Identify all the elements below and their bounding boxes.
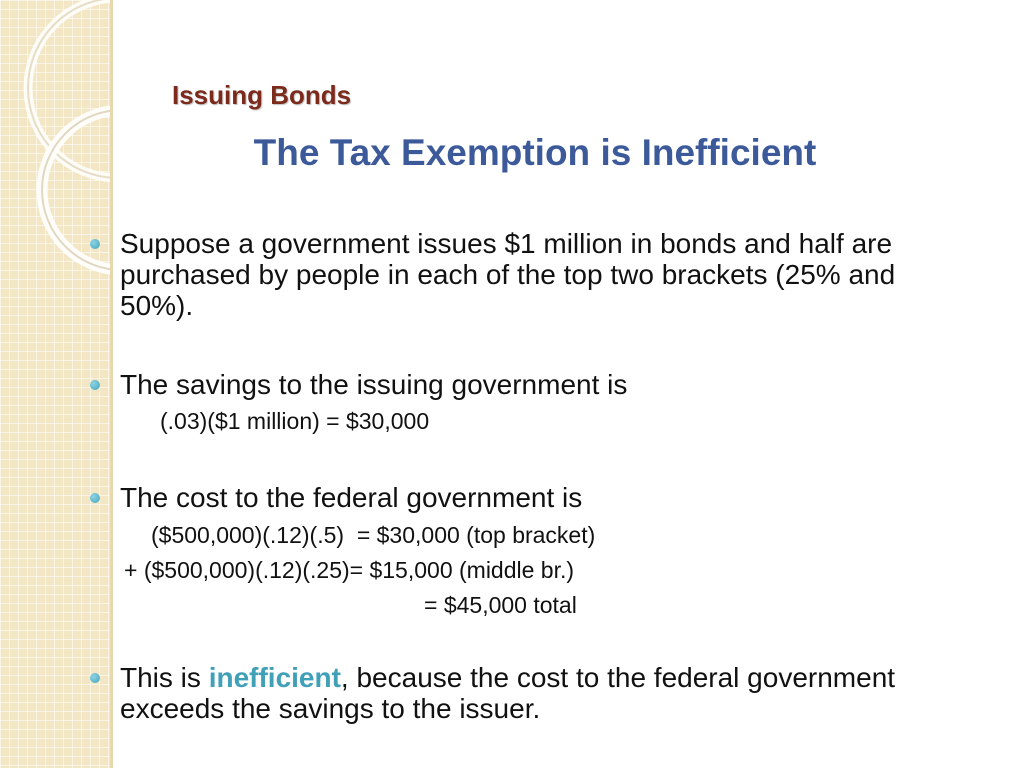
calculation-total: = $45,000 total [424,592,577,618]
bullet-dot-icon [90,673,100,683]
bullet-text-start: This is [120,662,209,693]
bullet-text: Suppose a government issues $1 million in bonds and half are purchased by people in each of the top two brackets (25% and 50%). [120,228,896,321]
bullet-text: The savings to the issuing government is [120,369,628,400]
highlight-word: inefficient [208,662,341,693]
slide-title: The Tax Exemption is Inefficient [253,132,817,173]
bullet-dot-icon [90,380,100,390]
calculation-line: (.03)($1 million) = $30,000 [160,408,430,434]
bullet-text: The cost to the federal government is [120,482,583,513]
bullet-text [120,662,935,724]
bullet-dot-icon [90,493,100,503]
bullet-text-end: , because the cost to the federal government exceeds the savings to the issuer. [120,662,896,724]
sidebar-edge [110,0,113,768]
calculation-line: ($500,000)(.12)(.5) = $30,000 (top bracket) [151,522,596,548]
calculation-line: + ($500,000)(.12)(.25)= $15,000 (middle br.) [124,557,575,583]
section-title: Issuing Bonds [172,80,352,110]
bullet-dot-icon [90,239,100,249]
